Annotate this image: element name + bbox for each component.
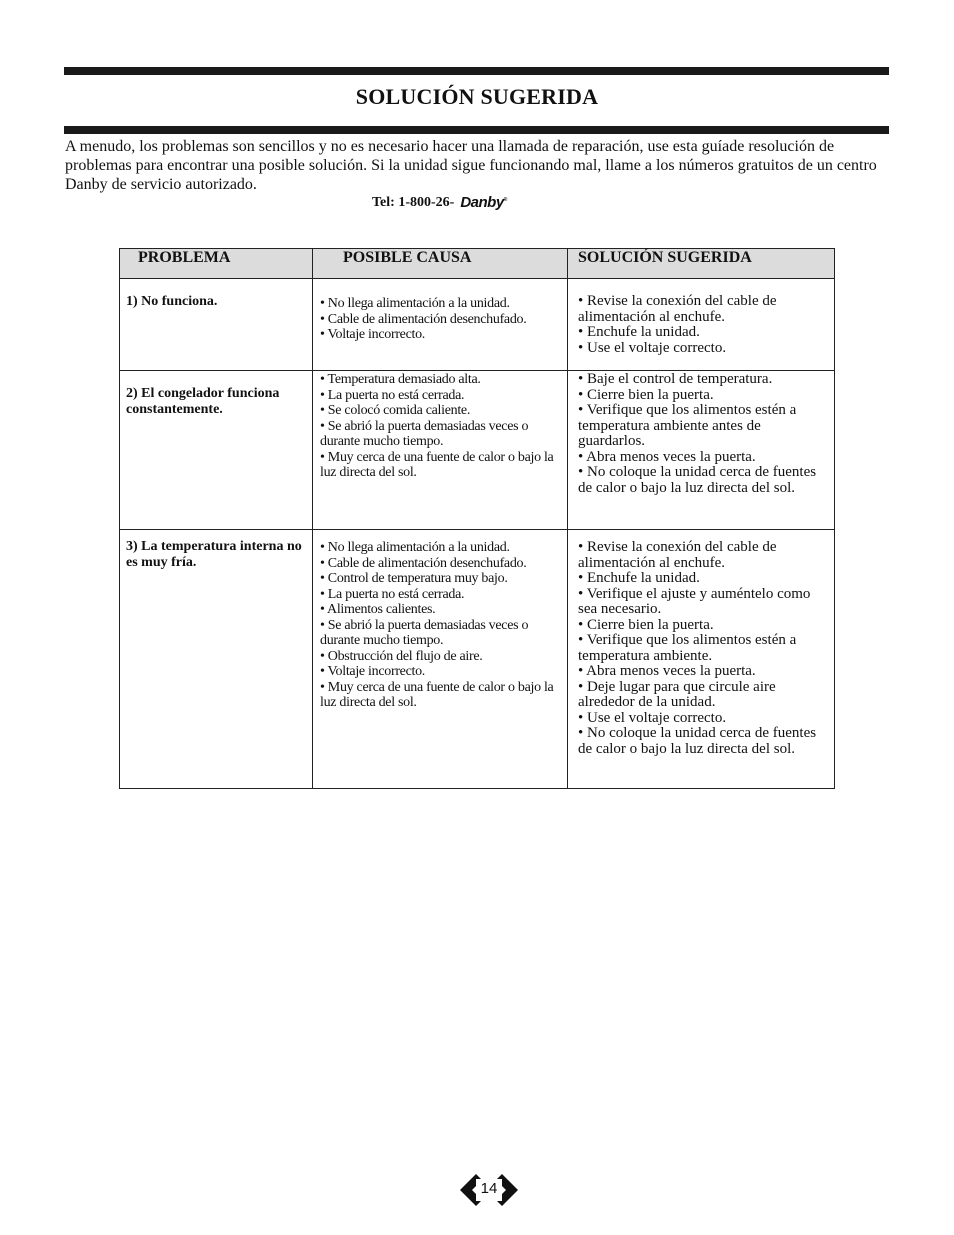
page-title: SOLUCIÓN SUGERIDA [355,84,599,109]
cause-list [320,296,563,343]
list-item: • Cierre bien la puerta. [578,616,714,633]
solution-list [578,540,830,757]
list-item: • Cable de alimentación desenchufado. [320,311,527,327]
list-item: • Muy cerca de una fuente de calor o bajo la luz directa del sol. [320,679,554,710]
list-item: • Use el voltaje correcto. [578,709,727,726]
list-item: • Abra menos veces la puerta. [578,663,756,679]
list-item: • Revise la conexión del cable de alimentación al enchufe. [578,539,777,571]
list-item: • Verifique que los alimentos estén a temperatura ambiente antes de guardarlos. [578,402,797,449]
list-item: • Enchufe la unidad. [578,570,700,586]
list-item: • No coloque la unidad cerca de fuentes de calor o bajo la luz directa del sol. [578,725,817,757]
table-header-row [120,249,835,279]
registered-mark: ® [503,197,507,203]
header-cause: POSIBLE CAUSA [313,249,568,279]
table-row [120,371,835,530]
table-row [120,279,835,371]
list-item: • Verifique el ajuste y auméntelo como sea necesario. [578,585,811,617]
problem-text: 3) La temperatura interna no es muy fría. [126,539,302,570]
list-item: • La puerta no está cerrada. [320,387,465,403]
intro-paragraph: A menudo, los problemas son sencillos y no es necesario hacer una llamada de reparación, use esta guíade resolución de problemas para encontrar una posible solución. Si la unidad sigue funcionando mal, llame a los números gratuitos de un centro Danby de servicio autorizado. [65,138,877,193]
cause-list [320,372,563,481]
list-item: • Cable de alimentación desenchufado. [320,555,527,571]
list-item: • No llega alimentación a la unidad. [320,296,510,311]
list-item: • Cierre bien la puerta. [578,386,714,403]
troubleshooting-table [119,248,835,789]
danby-logo [460,194,507,211]
cause-cell [313,371,568,530]
problem-cell [120,530,313,789]
list-item: • La puerta no está cerrada. [320,586,465,602]
phone-line [372,194,507,211]
solution-cell [568,371,835,530]
list-item: • No coloque la unidad cerca de fuentes de calor o bajo la luz directa del sol. [578,464,817,496]
list-item: • Control de temperatura muy bajo. [320,571,508,586]
page-number: 14 [480,1180,498,1197]
page-number-badge [458,1170,520,1210]
list-item: • Muy cerca de una fuente de calor o bajo la luz directa del sol. [320,449,554,480]
list-item: • Voltaje incorrecto. [320,327,425,342]
title-rule [64,126,889,134]
header-solution: SOLUCIÓN SUGERIDA [568,249,835,279]
danby-logo-text: Danby [460,194,504,211]
problem-text: 1) No funciona. [126,294,218,309]
cause-list [320,540,563,711]
solution-list [578,294,830,356]
list-item: • Verifique que los alimentos estén a temperatura ambiente. [578,632,797,664]
list-item: • Abra menos veces la puerta. [578,448,756,465]
list-item: • No llega alimentación a la unidad. [320,540,510,555]
solution-cell [568,530,835,789]
problem-cell [120,279,313,371]
problem-text: 2) El congelador funciona constantemente. [126,386,280,417]
cause-cell [313,279,568,371]
solution-cell [568,279,835,371]
list-item: • Baje el control de temperatura. [578,371,773,387]
list-item: • Deje lugar para que circule aire alrededor de la unidad. [578,678,776,710]
list-item: • Revise la conexión del cable de alimentación al enchufe. [578,293,777,325]
problem-cell [120,371,313,530]
phone-label: Tel: 1-800-26- [372,194,455,210]
cause-cell [313,530,568,789]
list-item: • Temperatura demasiado alta. [320,372,481,387]
list-item: • Obstrucción del flujo de aire. [320,648,483,664]
list-item: • Use el voltaje correcto. [578,339,727,356]
list-item: • Se abrió la puerta demasiadas veces o durante mucho tiempo. [320,418,529,449]
top-rule [64,67,889,75]
list-item: • Se colocó comida caliente. [320,403,471,418]
list-item: • Voltaje incorrecto. [320,664,425,679]
list-item: • Alimentos calientes. [320,602,436,617]
list-item: • Enchufe la unidad. [578,324,700,340]
list-item: • Se abrió la puerta demasiadas veces o durante mucho tiempo. [320,617,529,648]
table-row [120,530,835,789]
header-problem: PROBLEMA [120,249,313,279]
solution-list [578,372,830,496]
